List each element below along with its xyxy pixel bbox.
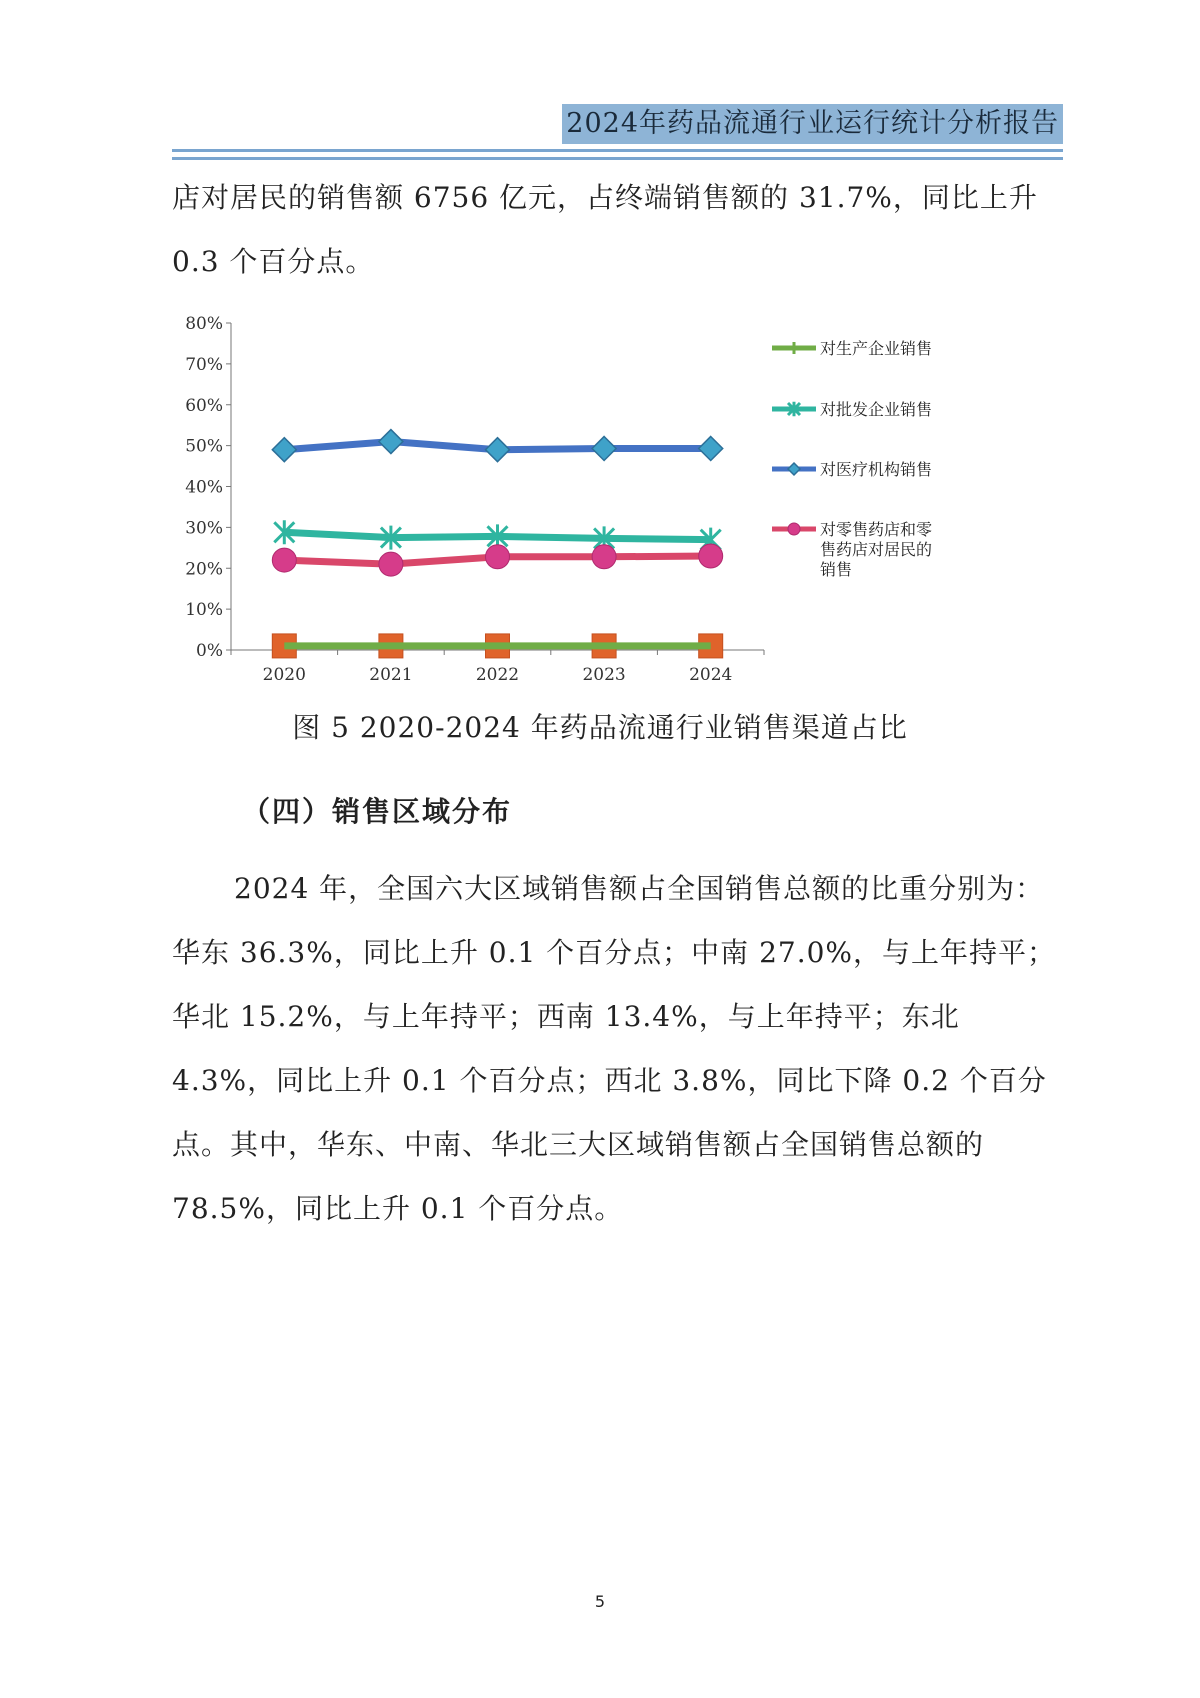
y-tick-label: 10% [185, 600, 223, 621]
data-point-3 [699, 436, 723, 460]
legend-label: 对生产企业销售 [820, 339, 933, 358]
x-tick-label: 2021 [369, 665, 413, 685]
legend-label: 对批发企业销售 [820, 400, 933, 419]
legend-label: 销售 [820, 560, 853, 579]
x-tick-label: 2020 [262, 665, 306, 685]
data-point-3 [486, 438, 510, 462]
intro-paragraph: 店对居民的销售额 6756 亿元，占终端销售额的 31.7%，同比上升 0.3 个百分点。 [172, 181, 1038, 278]
header-rule-top [172, 149, 1063, 152]
data-point-4 [379, 552, 403, 576]
y-tick-label: 0% [196, 641, 223, 661]
section-heading: （四）销售区域分布 [242, 795, 513, 828]
data-point-3 [379, 430, 403, 454]
legend-swatch-marker [788, 463, 800, 475]
legend-label: 对零售药店和零 [820, 520, 933, 539]
y-tick-label: 40% [185, 477, 223, 498]
y-tick-label: 60% [185, 395, 223, 416]
header-rule-bottom [172, 157, 1063, 160]
legend-swatch-marker [788, 342, 800, 354]
data-point-4 [592, 545, 616, 569]
x-tick-label: 2023 [582, 665, 626, 685]
page-number: 5 [594, 1592, 606, 1611]
y-tick-label: 20% [185, 559, 223, 580]
sales-channel-chart [172, 300, 1032, 690]
data-point-4 [699, 544, 723, 568]
data-point-4 [486, 545, 510, 569]
report-header-title: 2024年药品流通行业运行统计分析报告 [562, 104, 1063, 144]
legend-label: 对医疗机构销售 [820, 460, 933, 479]
y-tick-label: 70% [185, 354, 223, 375]
data-point-3 [592, 436, 616, 460]
y-tick-label: 30% [185, 518, 223, 539]
regional-distribution-paragraph: 2024 年，全国六大区域销售额占全国销售总额的比重分别为：华东 36.3%，同比上升 0.1 个百分点；中南 27.0%，与上年持平；华北 15.2%，与上年持平；西南 13.4%，与上年持平；东北 4.3%，同比上升 0.1 个百分点；西北 3.8%，同比下降 0.2 个百分点。其中，华东、中南、华北三大区域销售额占全国销售总额的 78.5%，同比上升 0.1 个百分点。 [172, 872, 1057, 1225]
line-chart-svg [172, 300, 1032, 690]
x-tick-label: 2024 [689, 665, 733, 685]
data-point-4 [272, 548, 296, 572]
legend-swatch-marker [788, 523, 800, 535]
x-tick-label: 2022 [475, 665, 520, 685]
y-tick-label: 80% [185, 314, 223, 334]
legend-label: 售药店对居民的 [820, 540, 933, 559]
y-tick-label: 50% [185, 436, 223, 457]
data-point-3 [272, 438, 296, 462]
figure-caption: 图 5 2020-2024 年药品流通行业销售渠道占比 [292, 711, 908, 744]
